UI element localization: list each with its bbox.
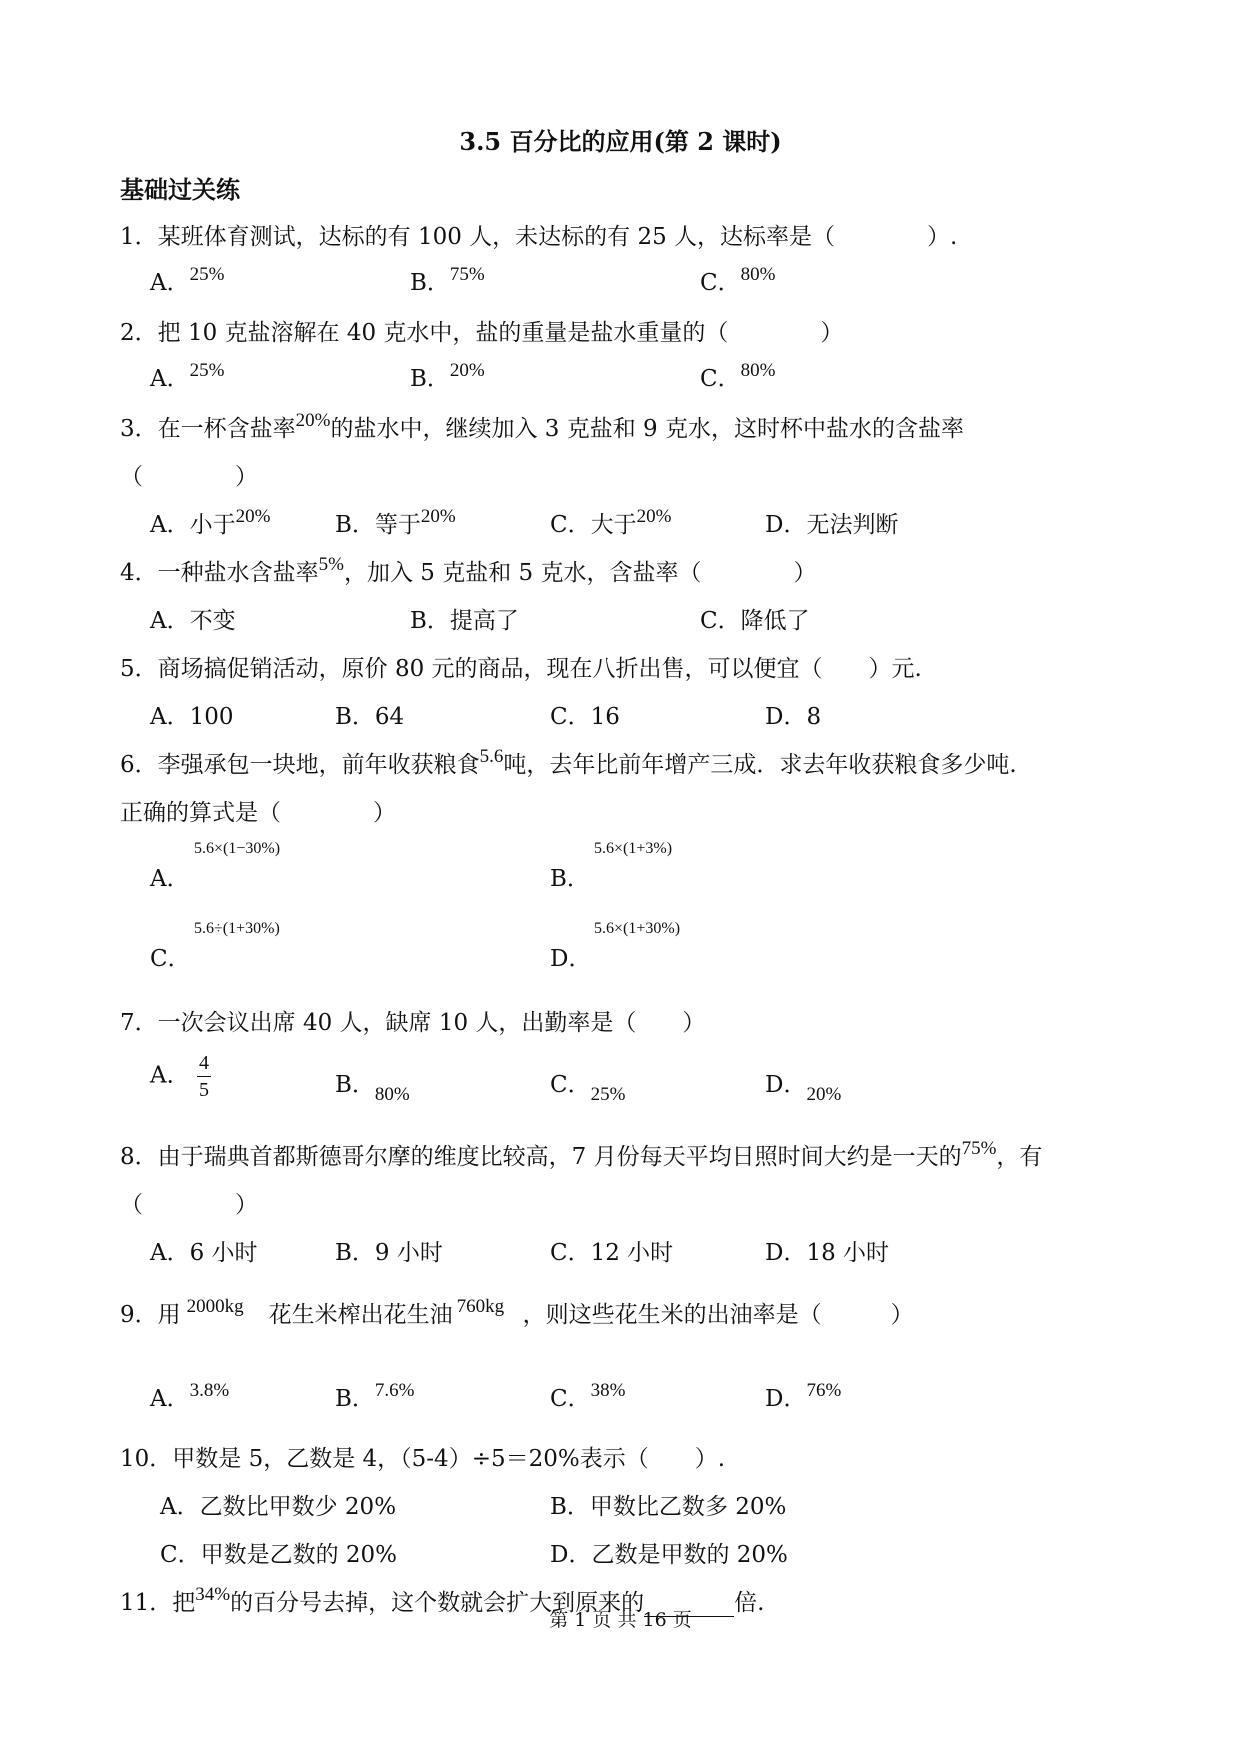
q8-paren: （ ） [120,1192,258,1218]
question-11: 11．把$^{34\%}$的百分号去掉，这个数就会扩大到原来的 倍. [120,1584,765,1616]
q5-option-c: C．16 [550,704,620,730]
q7-option-d: D．$_{20\%}$ [765,1072,842,1105]
q8-option-b: B．9 小时 [335,1240,443,1266]
q8-option-c: C．12 小时 [550,1240,674,1266]
page-title: 3.5 百分比的应用(第 2 课时) [459,127,782,156]
page-footer: 第 1 页 共 16 页 [549,1609,692,1631]
question-6: 6．李强承包一块地，前年收获粮食$^{5.6}$吨，去年比前年增产三成．求去年收获粮食多少吨. [120,746,1017,778]
q7-option-b: B．$_{80\%}$ [335,1072,410,1105]
q7-option-a: A． $\frac{4}{5}$ [150,1052,209,1101]
q3-option-c: C．大于$^{20\%}$ [550,506,672,538]
q7-option-a-fraction: $\frac{4}{5}$ [198,1052,209,1101]
q1-option-b: B．$^{75\%}$ [410,264,485,296]
q2-option-c: C．$^{80\%}$ [700,360,776,392]
q5-option-d: D．8 [765,704,822,730]
q3-option-d: D．无法判断 [765,512,899,538]
q3-paren: （ ） [120,464,258,490]
q5-option-b: B．64 [335,704,405,730]
q6-option-b-formula: 5.6×(1+3%) [594,840,673,857]
q9-option-d: D．$^{76\%}$ [765,1380,842,1412]
question-2: 2．把 10 克盐溶解在 40 克水中，盐的重量是盐水重量的（ ） [120,320,844,346]
q8-option-a: A．6 小时 [150,1240,258,1266]
question-1: 1．某班体育测试，达标的有 100 人，未达标的有 25 人，达标率是（ ）. [120,224,958,250]
q3-option-a: A．小于$^{20\%}$ [150,506,271,538]
q6-line2: 正确的算式是（ ） [120,800,396,826]
q3-option-b: B．等于$^{20\%}$ [335,506,456,538]
q1-option-a: A．$^{25\%}$ [150,264,225,296]
q6-option-c-label: C． [150,946,191,972]
q5-option-a: A．100 [150,704,234,730]
question-8: 8．由于瑞典首都斯德哥尔摩的维度比较高，7 月份每天平均日照时间大约是一天的$^{75\%}$，有 [120,1138,1043,1170]
question-4: 4．一种盐水含盐率$^{5\%}$，加入 5 克盐和 5 克水，含盐率（ ） [120,554,817,586]
q1-option-c: C．$^{80\%}$ [700,264,776,296]
q9-sup-2: 760kg [456,1296,505,1317]
question-3: 3．在一杯含盐率$^{20\%}$的盐水中，继续加入 3 克盐和 9 克水，这时杯中盐水的含盐率 [120,410,964,442]
q10-option-a: A．乙数比甲数少 20% [160,1494,397,1520]
q6-option-b-label: B． [550,866,590,892]
q9-option-c: C．$^{38\%}$ [550,1380,626,1412]
q6-option-a-label: A． [150,866,190,892]
q6-option-c-formula: 5.6÷(1+30%) [194,920,280,937]
q10-option-d: D．乙数是甲数的 20% [550,1542,788,1568]
q8-option-d: D．18 小时 [765,1240,890,1266]
section-heading: 基础过关练 [120,175,240,204]
q2-option-b: B．$^{20\%}$ [410,360,485,392]
question-10: 10．甲数是 5，乙数是 4，（5-4）÷5＝20%表示（ ）. [120,1446,726,1472]
q4-option-a: A．不变 [150,608,236,634]
question-7: 7．一次会议出席 40 人，缺席 10 人，出勤率是（ ） [120,1010,706,1036]
q6-option-d-formula: 5.6×(1+30%) [594,920,681,937]
q9-sup-1: 2000kg [186,1296,244,1317]
q6-option-d-label: D． [550,946,592,972]
q10-option-c: C．甲数是乙数的 20% [160,1542,398,1568]
q9-option-b: B．$^{7.6\%}$ [335,1380,415,1412]
question-5: 5．商场搞促销活动，原价 80 元的商品，现在八折出售，可以便宜（ ）元. [120,656,922,682]
q9-option-a: A．$^{3.8\%}$ [150,1380,230,1412]
question-9: 9．用 2000kg 花生米榨出花生油 760kg ，则这些花生米的出油率是（ ） [120,1296,914,1328]
q2-option-a: A．$^{25\%}$ [150,360,225,392]
q10-option-b: B．甲数比乙数多 20% [550,1494,787,1520]
q4-option-c: C．降低了 [700,608,810,634]
q6-option-a-formula: 5.6×(1−30%) [194,840,281,857]
q7-option-c: C．$_{25\%}$ [550,1072,626,1105]
q4-option-b: B．提高了 [410,608,519,634]
